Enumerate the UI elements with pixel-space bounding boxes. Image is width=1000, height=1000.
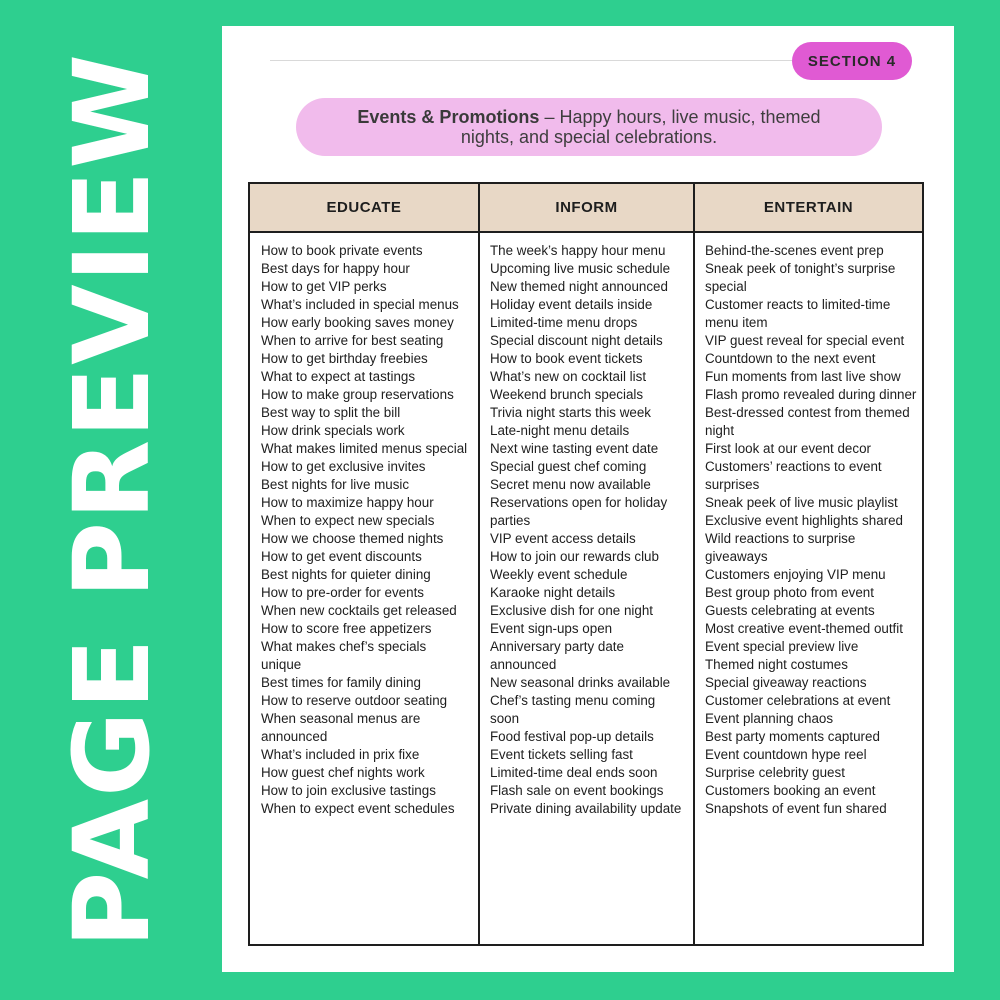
list-item: Flash promo revealed during dinner (705, 387, 917, 402)
list-item: Anniversary party date announced (490, 639, 624, 672)
list-item: When seasonal menus are announced (261, 711, 421, 744)
list-item: How to get birthday freebies (261, 351, 428, 366)
list-item: How to pre-order for events (261, 585, 424, 600)
list-item: When to expect new specials (261, 513, 435, 528)
list-item: Themed night costumes (705, 657, 848, 672)
list-item: Reservations open for holiday parties (490, 495, 668, 528)
list-item: Flash sale on event bookings (490, 783, 664, 798)
list-item: When new cocktails get released (261, 603, 457, 618)
entertain-column (705, 242, 920, 818)
list-item: How to reserve outdoor seating (261, 693, 448, 708)
list-item: Limited-time deal ends soon (490, 765, 658, 780)
list-item: First look at our event decor (705, 441, 871, 456)
list-item: How to book private events (261, 243, 423, 258)
list-item: How to get event discounts (261, 549, 422, 564)
list-item: How to book event tickets (490, 351, 643, 366)
list-item: How to get exclusive invites (261, 459, 426, 474)
list-item: Customers enjoying VIP menu (705, 567, 886, 582)
list-item: Wild reactions to surprise giveaways (705, 531, 856, 564)
list-item: Customers’ reactions to event surprises (705, 459, 882, 492)
list-item: Late-night menu details (490, 423, 630, 438)
list-item: What makes limited menus special (261, 441, 468, 456)
list-item: Special discount night details (490, 333, 663, 348)
list-item: Countdown to the next event (705, 351, 876, 366)
list-item: Next wine tasting event date (490, 441, 659, 456)
list-item: What to expect at tastings (261, 369, 416, 384)
list-item: Sneak peek of tonight’s surprise special (705, 261, 896, 294)
list-item: Weekend brunch specials (490, 387, 644, 402)
list-item: Surprise celebrity guest (705, 765, 845, 780)
list-item: Special giveaway reactions (705, 675, 867, 690)
column-divider (693, 184, 695, 944)
list-item: New themed night announced (490, 279, 668, 294)
list-item: Most creative event-themed outfit (705, 621, 903, 636)
banner-heading: Events & Promotions (357, 107, 540, 127)
list-item: Behind-the-scenes event prep (705, 243, 884, 258)
list-item: Weekly event schedule (490, 567, 628, 582)
list-item: New seasonal drinks available (490, 675, 671, 690)
section-banner (296, 98, 882, 156)
list-item: Exclusive event highlights shared (705, 513, 903, 528)
top-divider (270, 60, 842, 61)
list-item: Customers booking an event (705, 783, 876, 798)
list-item: Event special preview live (705, 639, 859, 654)
list-item: Event tickets selling fast (490, 747, 633, 762)
header-entertain: ENTERTAIN (763, 199, 854, 216)
content-table (248, 182, 924, 946)
list-item: Best nights for quieter dining (261, 567, 431, 582)
page-preview-title: PAGE PREVIEW (51, 51, 173, 949)
list-item: How we choose themed nights (261, 531, 444, 546)
list-item: Snapshots of event fun shared (705, 801, 887, 816)
list-item: Fun moments from last live show (705, 369, 901, 384)
list-item: Exclusive dish for one night (490, 603, 654, 618)
list-item: Event planning chaos (705, 711, 834, 726)
list-item: The week’s happy hour menu (490, 243, 666, 258)
list-item: Customer reacts to limited-time menu item (705, 297, 891, 330)
list-item: Food festival pop-up details (490, 729, 654, 744)
list-item: Best days for happy hour (261, 261, 410, 276)
list-item: Best party moments captured (705, 729, 880, 744)
document-page (222, 26, 954, 972)
list-item: Private dining availability update (490, 801, 682, 816)
banner-text (354, 107, 824, 147)
list-item: Best times for family dining (261, 675, 422, 690)
list-item: How to score free appetizers (261, 621, 432, 636)
list-item: How to join our rewards club (490, 549, 659, 564)
list-item: How to make group reservations (261, 387, 454, 402)
list-item: When to expect event schedules (261, 801, 455, 816)
list-item: Customer celebrations at event (705, 693, 891, 708)
list-item: How drink specials work (261, 423, 405, 438)
list-item: What’s included in special menus (261, 297, 459, 312)
list-item: Karaoke night details (490, 585, 616, 600)
list-item: Best nights for live music (261, 477, 410, 492)
list-item: Holiday event details inside (490, 297, 653, 312)
list-item: Upcoming live music schedule (490, 261, 671, 276)
list-item: What makes chef’s specials unique (261, 639, 427, 672)
list-item: Best-dressed contest from themed night (705, 405, 910, 438)
list-item: Chef’s tasting menu coming soon (490, 693, 656, 726)
list-item: Event sign-ups open (490, 621, 613, 636)
list-item: Trivia night starts this week (490, 405, 651, 420)
list-item: Sneak peek of live music playlist (705, 495, 898, 510)
list-item: What’s included in prix fixe (261, 747, 420, 762)
list-item: How to maximize happy hour (261, 495, 434, 510)
list-item: How to join exclusive tastings (261, 783, 436, 798)
list-item: Special guest chef coming (490, 459, 647, 474)
column-divider (478, 184, 480, 944)
list-item: Event countdown hype reel (705, 747, 867, 762)
inform-column (490, 242, 686, 818)
list-item: Best way to split the bill (261, 405, 401, 420)
list-item: VIP event access details (490, 531, 636, 546)
list-item: How to get VIP perks (261, 279, 387, 294)
section-badge: SECTION 4 (792, 42, 912, 80)
educate-column (261, 242, 469, 818)
header-inform: INFORM (555, 199, 618, 216)
list-item: Secret menu now available (490, 477, 651, 492)
header-educate: EDUCATE (326, 199, 402, 216)
list-item: How guest chef nights work (261, 765, 425, 780)
list-item: Best group photo from event (705, 585, 874, 600)
list-item: When to arrive for best seating (261, 333, 444, 348)
list-item: How early booking saves money (261, 315, 454, 330)
banner-description: – Happy hours, live music, themed nights, and special celebrations. (460, 107, 821, 147)
list-item: What’s new on cocktail list (490, 369, 647, 384)
list-item: Guests celebrating at events (705, 603, 875, 618)
list-item: Limited-time menu drops (490, 315, 638, 330)
list-item: VIP guest reveal for special event (705, 333, 905, 348)
